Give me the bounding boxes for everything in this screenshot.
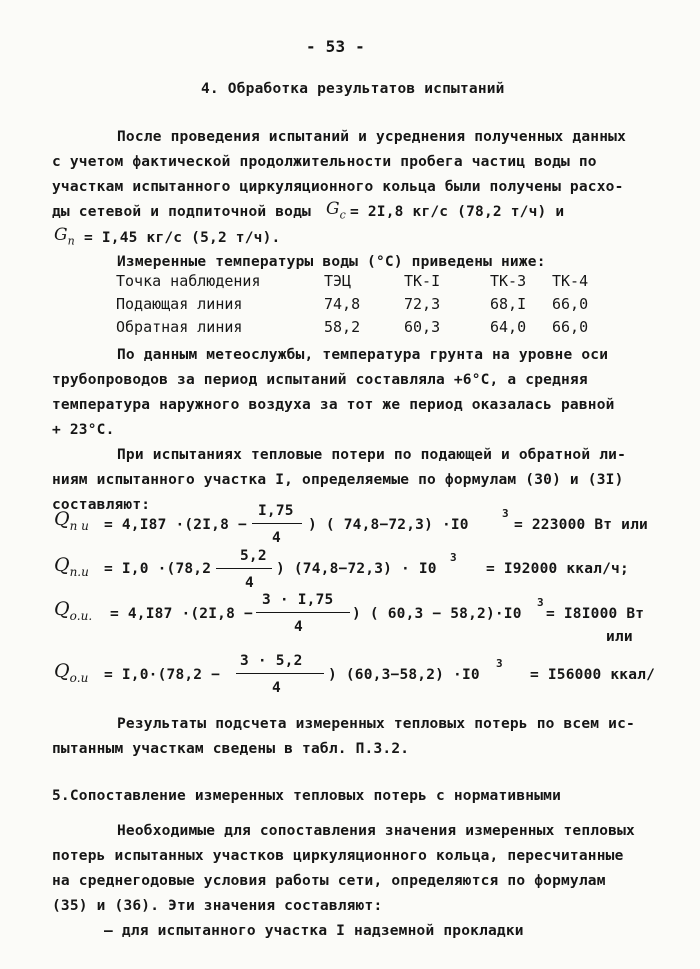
fraction-denominator: 4 [294, 619, 303, 635]
makeup-water-flow: = I,45 кг/с (5,2 т/ч). [84, 230, 281, 246]
network-water-flow: = 2I,8 кг/с (78,2 т/ч) и [350, 204, 565, 220]
table-cell: 72,3 [404, 294, 441, 313]
fraction-bar [216, 568, 272, 569]
formula-lhs: $Q_{о.и}$ [54, 660, 89, 685]
table-cell: 58,2 [324, 317, 361, 336]
table-cell: 64,0 [490, 317, 527, 336]
exponent: 3 [450, 551, 457, 564]
paragraph-line: – для испытанного участка I надземной прокладки [104, 923, 524, 939]
table-cell: 74,8 [324, 294, 361, 313]
table-cell: 66,0 [552, 294, 589, 313]
paragraph-line: с учетом фактической продолжительности пробега частиц воды по [52, 154, 597, 170]
paragraph-line: + 23°C. [52, 422, 115, 438]
fraction-bar [256, 612, 350, 613]
formula-result: = I8I000 Вт [546, 606, 645, 622]
temperatures-intro: Измеренные температуры воды (°C) приведены ниже: [117, 254, 546, 270]
formula-result: = 223000 Вт или [514, 517, 648, 533]
paragraph-line: (35) и (36). Эти значения составляют: [52, 898, 383, 914]
fraction-numerator: I,75 [258, 503, 294, 519]
fraction-numerator: 3 · 5,2 [240, 653, 303, 669]
table-row [116, 315, 612, 338]
exponent: 3 [502, 507, 509, 520]
formula-result: = I56000 ккал/ [530, 667, 656, 683]
table-row [116, 292, 612, 315]
formula-part: = I,0·(78,2 − [104, 667, 221, 683]
exponent: 3 [496, 657, 503, 670]
paragraph-line: Результаты подсчета измеренных тепловых потерь по всем ис- [117, 716, 635, 732]
table-cell: 68,I [490, 294, 527, 313]
paragraph-line: потерь испытанных участков циркуляционного кольца, пересчитанные [52, 848, 624, 864]
formula-part: = 4,I87 ·(2I,8 − [104, 517, 247, 533]
formula-part: ) (60,3−58,2) ·I0 [328, 667, 480, 683]
fraction-numerator: 3 · I,75 [262, 592, 334, 608]
formula-lhs: $Q_{п.и}$ [54, 554, 89, 579]
paragraph-line: составляют: [52, 497, 151, 513]
page-number: - 53 - [306, 37, 365, 56]
table-cell: 60,3 [404, 317, 441, 336]
formula-result: = I92000 ккал/ч; [486, 561, 629, 577]
table-header-row [116, 269, 612, 292]
section-4-title: 4. Обработка результатов испытаний [201, 81, 505, 97]
temperature-table [116, 269, 612, 338]
paragraph-line: участкам испытанного циркуляционного кольца были получены расхо- [52, 179, 624, 195]
paragraph-line: При испытаниях тепловые потери по подающей и обратной ли- [117, 447, 626, 463]
column-header: ТК-3 [490, 271, 527, 290]
formula-part: ) (74,8−72,3) · I0 [276, 561, 437, 577]
column-header: ТК-I [404, 271, 441, 290]
formula-part: = I,0 ·(78,2 [104, 561, 212, 577]
flow-symbol-gc: $G_c$ [326, 199, 346, 222]
fraction-denominator: 4 [272, 680, 281, 696]
exponent: 3 [537, 596, 544, 609]
paragraph-line: По данным метеослужбы, температура грунта на уровне оси [117, 347, 609, 363]
formula-part: = 4,I87 ·(2I,8 − [110, 606, 253, 622]
formula-lhs: $Q_{о.и.}$ [54, 598, 93, 623]
fraction-bar [252, 523, 302, 524]
paragraph-line: Необходимые для сопоставления значения измеренных тепловых [117, 823, 635, 839]
paragraph-line: После проведения испытаний и усреднения полученных данных [117, 129, 626, 145]
paragraph-line: температура наружного воздуха за тот же период оказалась равной [52, 397, 615, 413]
formula-lhs: $Q_{п и}$ [54, 508, 89, 533]
column-header: ТК-4 [552, 271, 589, 290]
formula-part: ) ( 60,3 − 58,2)·I0 [352, 606, 522, 622]
column-header: Точка наблюдения [116, 271, 261, 290]
paragraph-line: ды сетевой и подпиточной воды [52, 204, 311, 220]
formula-part: ) ( 74,8−72,3) ·I0 [308, 517, 469, 533]
paragraph-line: ниям испытанного участка I, определяемые по формулам (30) и (3I) [52, 472, 624, 488]
paragraph-line: трубопроводов за период испытаний составляла +6°C, а средняя [52, 372, 588, 388]
fraction-denominator: 4 [272, 530, 281, 546]
paragraph-line: пытанным участкам сведены в табл. П.3.2. [52, 741, 410, 757]
paragraph-line: на среднегодовые условия работы сети, определяются по формулам [52, 873, 606, 889]
fraction-numerator: 5,2 [240, 548, 267, 564]
fraction-denominator: 4 [245, 575, 254, 591]
table-cell: 66,0 [552, 317, 589, 336]
table-cell: Подающая линия [116, 294, 243, 313]
column-header: ТЭЦ [324, 271, 352, 290]
formula-tail: или [606, 629, 633, 645]
section-5-title: 5.Сопоставление измеренных тепловых потерь с нормативными [52, 788, 561, 804]
flow-symbol-gp: $G_п$ [54, 225, 75, 248]
fraction-bar [236, 673, 324, 674]
table-cell: Обратная линия [116, 317, 243, 336]
